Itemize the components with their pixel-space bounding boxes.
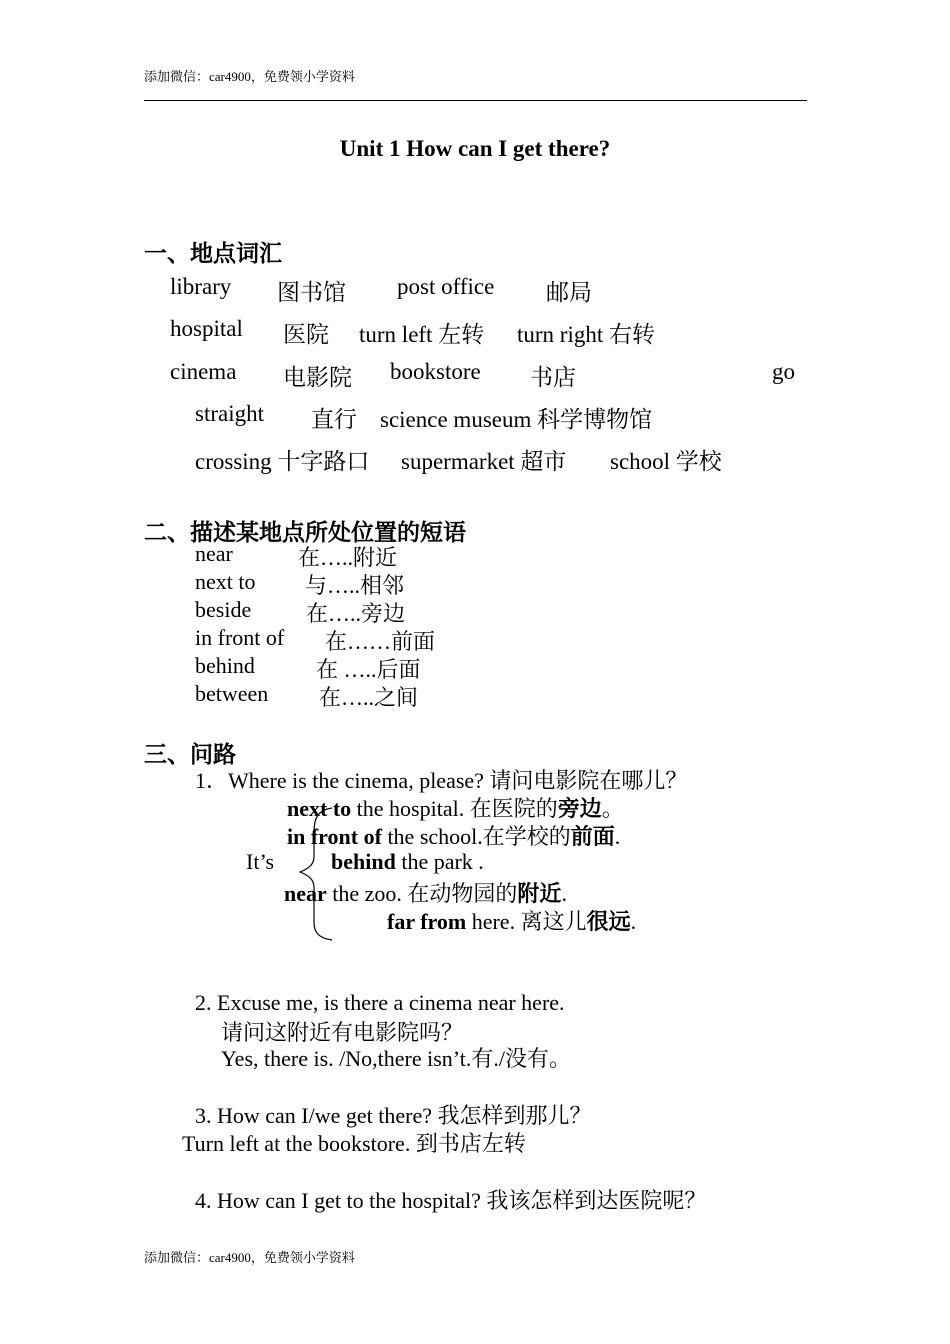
- header-note: 添加微信：car4900，免费领小学资料: [144, 69, 355, 84]
- vocab-go: go: [772, 359, 795, 384]
- vocab-post-office-zh: 邮局: [546, 280, 592, 305]
- section2-heading: 二、描述某地点所处位置的短语: [144, 520, 466, 545]
- page-title: Unit 1 How can I get there?: [339, 136, 611, 161]
- phrase-zh: 在…..旁边: [306, 601, 406, 626]
- its-label: It’s: [246, 849, 275, 874]
- phrase-zh: 在……前面: [325, 629, 436, 654]
- answer-in-front-of: in front of the school.在学校的前面.: [287, 824, 621, 849]
- answer-far-from: far from here. 离这儿很远.: [387, 909, 637, 934]
- vocab-hospital: hospital: [170, 316, 243, 341]
- answer-2: Yes, there is. /No,there isn’t.有./没有。: [221, 1046, 571, 1071]
- question-1: 1．Where is the cinema, please? 请问电影院在哪儿？: [195, 768, 688, 793]
- answer-next-to: next to the hospital. 在医院的旁边。: [287, 796, 624, 821]
- phrase-zh: 在 …..后面: [316, 657, 421, 682]
- vocab-hospital-zh: 医院: [283, 322, 329, 347]
- phrase-zh: 在…..附近: [298, 545, 398, 570]
- vocab-bookstore-zh: 书店: [530, 365, 576, 390]
- vocab-school: school 学校: [610, 449, 722, 474]
- vocab-turn-right: turn right 右转: [517, 322, 655, 347]
- question-4: 4. How can I get to the hospital? 我该怎样到达医院呢？: [195, 1188, 707, 1213]
- vocab-bookstore: bookstore: [390, 359, 481, 384]
- vocab-cinema-zh: 电影院: [283, 365, 352, 390]
- answer-3: Turn left at the bookstore. 到书店左转: [182, 1131, 526, 1156]
- vocab-library-zh: 图书馆: [277, 280, 346, 305]
- phrase-zh: 与…..相邻: [305, 573, 405, 598]
- phrase-en: in front of: [195, 625, 285, 650]
- header-rule: [144, 100, 807, 101]
- vocab-supermarket: supermarket 超市: [401, 449, 567, 474]
- phrase-zh: 在…..之间: [319, 685, 419, 710]
- vocab-cinema: cinema: [170, 359, 237, 384]
- footer-note: 添加微信：car4900，免费领小学资料: [144, 1250, 355, 1265]
- phrase-en: next to: [195, 569, 256, 594]
- phrase-en: beside: [195, 597, 252, 622]
- answer-near: near the zoo. 在动物园的附近.: [284, 881, 567, 906]
- section1-heading: 一、地点词汇: [144, 241, 282, 266]
- vocab-straight: straight: [195, 401, 264, 426]
- vocab-science-museum: science museum 科学博物馆: [380, 407, 653, 432]
- phrase-en: between: [195, 681, 269, 706]
- brace-icon: [298, 806, 338, 942]
- question-2-zh: 请问这附近有电影院吗？: [221, 1020, 464, 1045]
- answer-behind: behind the park .: [331, 849, 484, 874]
- question-3: 3. How can I/we get there? 我怎样到那儿？: [195, 1103, 592, 1128]
- phrase-en: behind: [195, 653, 255, 678]
- section3-heading: 三、问路: [144, 742, 236, 767]
- phrase-en: near: [195, 541, 233, 566]
- vocab-straight-zh: 直行: [311, 407, 357, 432]
- question-2: 2. Excuse me, is there a cinema near here.: [195, 990, 565, 1015]
- vocab-post-office: post office: [397, 274, 495, 299]
- vocab-turn-left: turn left 左转: [359, 322, 485, 347]
- vocab-library: library: [170, 274, 232, 299]
- vocab-crossing: crossing 十字路口: [195, 449, 370, 474]
